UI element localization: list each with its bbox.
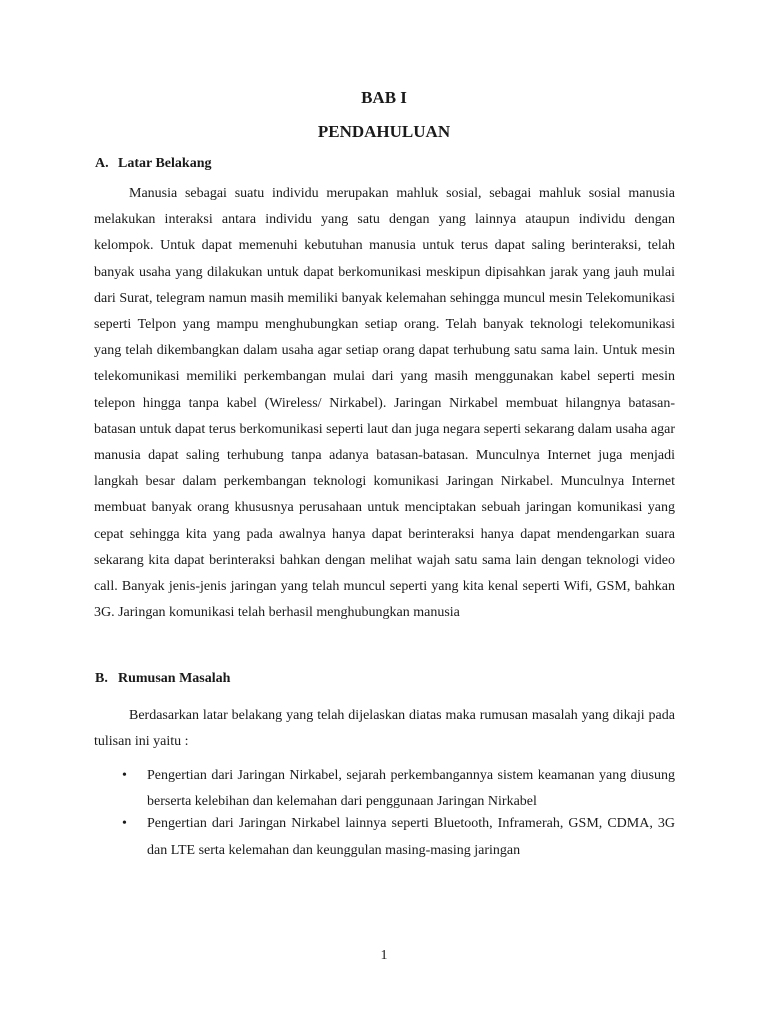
list-item [94, 811, 675, 863]
chapter-title: PENDAHULUAN [317, 122, 451, 141]
bullet-icon: • [122, 816, 127, 832]
bullet-icon: • [122, 768, 127, 783]
page-number: 1 [380, 948, 388, 963]
section-heading-rumusan-masalah [95, 671, 230, 687]
list-item [94, 763, 675, 815]
paragraph-text: Berdasarkan latar belakang yang telah dijelaskan diatas maka rumusan masalah yang dikaji pada tulisan ini yaitu : [94, 708, 675, 750]
section-title: Latar Belakang [118, 156, 212, 171]
paragraph-latar-belakang [94, 181, 675, 626]
problem-list [94, 763, 675, 864]
section-label: B. [95, 671, 108, 686]
paragraph-rumusan-masalah [94, 703, 675, 755]
list-item-text: Pengertian dari Jaringan Nirkabel, sejarah perkembangannya sistem keamanan yang diusung berserta kelebihan dan kelemahan dari penggunaan Jaringan Nirkabel [147, 768, 675, 810]
list-item-text: Pengertian dari Jaringan Nirkabel lainnya seperti Bluetooth, Inframerah, GSM, CDMA, 3G dan LTE serta kelemahan dan keunggulan masing-masing jaringan [147, 816, 675, 858]
chapter-number: BAB I [361, 88, 407, 107]
paragraph-text: Manusia sebagai suatu individu merupakan mahluk sosial, sebagai mahluk sosial manusia melakukan interaksi antara individu yang satu dengan yang lainnya ataupun individu dengan kelompok. Untuk dapat memenuhi kebutuhan manusia untuk terus dapat saling berinteraksi, telah banyak usaha yang dilakukan untuk dapat berkomunikasi meskipun dipisahkan jarak yang jauh mulai dari Surat, telegram namun masih memiliki banyak kelemahan sehingga muncul mesin Telekomunikasi seperti Telpon yang mampu menghubungkan setiap orang. Telah banyak teknologi telekomunikasi yang telah dikembangkan dalam usaha agar setiap orang dapat terhubung satu sama lain. Untuk mesin telekomunikasi memiliki perkembangan mulai dari yang masih menggunakan kabel seperti mesin telepon hingga tanpa kabel (Wireless/ Nirkabel). Jaringan Nirkabel membuat hilangnya batasan-batasan untuk dapat terus berkomunikasi seperti laut dan juga negara seperti sekarang dalam usaha agar manusia dapat saling terhubung tanpa adanya batasan-batasan. Munculnya Internet juga menjadi langkah besar dalam perkembangan teknologi komunikasi Jaringan Nirkabel. Munculnya Internet membuat banyak orang khususnya perusahaan untuk menciptakan sebuah jaringan komunikasi yang cepat sehingga kita yang pada awalnya hanya dapat berinteraksi hanya dapat mendengarkan suara sekarang kita dapat berinteraksi bahkan dengan melihat wajah satu sama lain dengan teknologi video call. Banyak jenis-jenis jaringan yang telah muncul seperti yang kita kenal seperti Wifi, GSM, bahkan 3G. Jaringan komunikasi telah berhasil menghubungkan manusia [94, 186, 675, 621]
section-title: Rumusan Masalah [118, 671, 231, 686]
section-label: A. [95, 156, 109, 171]
section-heading-latar-belakang [95, 156, 211, 172]
